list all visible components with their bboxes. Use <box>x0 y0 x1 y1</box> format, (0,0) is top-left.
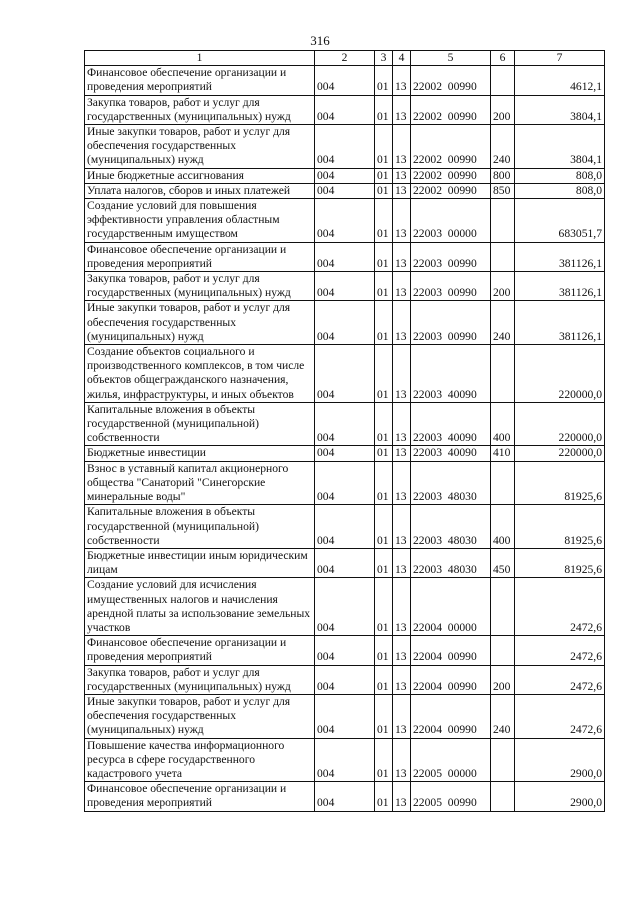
row-name-cell: Иные закупки товаров, работ и услуг для обеспечения государственных (муниципальных) нужд <box>85 694 315 738</box>
table-row <box>85 548 605 577</box>
row-grbs-cell: 004 <box>315 694 375 738</box>
row-expense-type-cell <box>491 199 515 243</box>
row-amount-cell: 683051,7 <box>515 199 605 243</box>
row-target-article-cell: 22003 00990 <box>411 272 491 301</box>
table-row <box>85 183 605 198</box>
table-row <box>85 738 605 782</box>
row-expense-type-cell <box>491 242 515 271</box>
row-grbs-cell: 004 <box>315 665 375 694</box>
row-amount-cell: 4612,1 <box>515 66 605 95</box>
row-subsection-cell: 13 <box>393 95 411 124</box>
row-grbs-cell: 004 <box>315 578 375 636</box>
row-name-cell: Создание условий для исчисления имущественных налогов и начисления арендной платы за использование земельных участков <box>85 578 315 636</box>
row-target-article-cell: 22003 00990 <box>411 301 491 345</box>
table-row <box>85 66 605 95</box>
row-name-cell: Закупка товаров, работ и услуг для государственных (муниципальных) нужд <box>85 665 315 694</box>
row-name-cell: Создание объектов социального и производственного комплексов, в том числе объектов общегражданского назначения, жилья, инфраструктуры, и иных объектов <box>85 345 315 403</box>
row-subsection-cell: 13 <box>393 505 411 549</box>
table-row <box>85 301 605 345</box>
row-expense-type-cell <box>491 636 515 665</box>
row-section-cell: 01 <box>375 402 393 446</box>
row-grbs-cell: 004 <box>315 738 375 782</box>
row-expense-type-cell: 800 <box>491 168 515 183</box>
row-amount-cell: 381126,1 <box>515 242 605 271</box>
row-section-cell: 01 <box>375 461 393 505</box>
row-subsection-cell: 13 <box>393 694 411 738</box>
row-subsection-cell: 13 <box>393 242 411 271</box>
row-section-cell: 01 <box>375 168 393 183</box>
row-name-cell: Повышение качества информационного ресурса в сфере государственного кадастрового учета <box>85 738 315 782</box>
row-name-cell: Закупка товаров, работ и услуг для государственных (муниципальных) нужд <box>85 95 315 124</box>
row-name-cell: Иные закупки товаров, работ и услуг для обеспечения государственных (муниципальных) нужд <box>85 301 315 345</box>
row-amount-cell: 220000,0 <box>515 402 605 446</box>
row-grbs-cell: 004 <box>315 199 375 243</box>
row-subsection-cell: 13 <box>393 665 411 694</box>
row-grbs-cell: 004 <box>315 66 375 95</box>
row-section-cell: 01 <box>375 446 393 461</box>
row-target-article-cell: 22004 00990 <box>411 636 491 665</box>
table-row <box>85 125 605 169</box>
row-name-cell: Финансовое обеспечение организации и проведения мероприятий <box>85 66 315 95</box>
row-section-cell: 01 <box>375 782 393 811</box>
table-row <box>85 636 605 665</box>
header-row <box>85 51 605 66</box>
row-subsection-cell: 13 <box>393 402 411 446</box>
table-row <box>85 446 605 461</box>
row-grbs-cell: 004 <box>315 301 375 345</box>
column-header: 7 <box>515 51 605 66</box>
table-row <box>85 782 605 811</box>
row-amount-cell: 2900,0 <box>515 782 605 811</box>
row-amount-cell: 220000,0 <box>515 446 605 461</box>
row-subsection-cell: 13 <box>393 125 411 169</box>
row-target-article-cell: 22003 48030 <box>411 461 491 505</box>
row-grbs-cell: 004 <box>315 505 375 549</box>
row-target-article-cell: 22002 00990 <box>411 125 491 169</box>
row-grbs-cell: 004 <box>315 461 375 505</box>
column-header: 4 <box>393 51 411 66</box>
row-target-article-cell: 22005 00990 <box>411 782 491 811</box>
row-section-cell: 01 <box>375 272 393 301</box>
row-section-cell: 01 <box>375 345 393 403</box>
table-row <box>85 272 605 301</box>
row-subsection-cell: 13 <box>393 461 411 505</box>
column-header: 6 <box>491 51 515 66</box>
row-section-cell: 01 <box>375 301 393 345</box>
row-section-cell: 01 <box>375 665 393 694</box>
table-row <box>85 402 605 446</box>
row-target-article-cell: 22005 00000 <box>411 738 491 782</box>
page-number: 316 <box>310 33 330 48</box>
row-section-cell: 01 <box>375 199 393 243</box>
row-section-cell: 01 <box>375 738 393 782</box>
row-name-cell: Закупка товаров, работ и услуг для государственных (муниципальных) нужд <box>85 272 315 301</box>
table-row <box>85 345 605 403</box>
row-subsection-cell: 13 <box>393 199 411 243</box>
table-row <box>85 199 605 243</box>
row-amount-cell: 3804,1 <box>515 95 605 124</box>
row-amount-cell: 81925,6 <box>515 505 605 549</box>
row-grbs-cell: 004 <box>315 446 375 461</box>
row-expense-type-cell <box>491 461 515 505</box>
table-row <box>85 95 605 124</box>
row-name-cell: Иные закупки товаров, работ и услуг для обеспечения государственных (муниципальных) нужд <box>85 125 315 169</box>
row-grbs-cell: 004 <box>315 636 375 665</box>
row-target-article-cell: 22002 00990 <box>411 168 491 183</box>
row-amount-cell: 381126,1 <box>515 301 605 345</box>
row-amount-cell: 2900,0 <box>515 738 605 782</box>
row-expense-type-cell <box>491 345 515 403</box>
row-expense-type-cell <box>491 578 515 636</box>
row-section-cell: 01 <box>375 183 393 198</box>
row-amount-cell: 808,0 <box>515 168 605 183</box>
row-amount-cell: 2472,6 <box>515 636 605 665</box>
column-header: 5 <box>411 51 491 66</box>
row-amount-cell: 381126,1 <box>515 272 605 301</box>
row-amount-cell: 81925,6 <box>515 548 605 577</box>
row-name-cell: Бюджетные инвестиции иным юридическим лицам <box>85 548 315 577</box>
row-target-article-cell: 22003 40090 <box>411 402 491 446</box>
row-subsection-cell: 13 <box>393 345 411 403</box>
row-expense-type-cell: 850 <box>491 183 515 198</box>
row-section-cell: 01 <box>375 548 393 577</box>
row-name-cell: Создание условий для повышения эффективности управления областным государственным имуществом <box>85 199 315 243</box>
row-expense-type-cell: 240 <box>491 125 515 169</box>
row-section-cell: 01 <box>375 578 393 636</box>
row-grbs-cell: 004 <box>315 168 375 183</box>
row-expense-type-cell <box>491 782 515 811</box>
row-amount-cell: 3804,1 <box>515 125 605 169</box>
row-section-cell: 01 <box>375 125 393 169</box>
row-target-article-cell: 22003 48030 <box>411 548 491 577</box>
row-grbs-cell: 004 <box>315 242 375 271</box>
row-subsection-cell: 13 <box>393 578 411 636</box>
row-expense-type-cell: 240 <box>491 301 515 345</box>
row-expense-type-cell <box>491 738 515 782</box>
row-name-cell: Финансовое обеспечение организации и проведения мероприятий <box>85 242 315 271</box>
row-target-article-cell: 22003 00000 <box>411 199 491 243</box>
row-section-cell: 01 <box>375 694 393 738</box>
row-subsection-cell: 13 <box>393 782 411 811</box>
table-row <box>85 461 605 505</box>
row-name-cell: Финансовое обеспечение организации и проведения мероприятий <box>85 636 315 665</box>
row-subsection-cell: 13 <box>393 66 411 95</box>
row-subsection-cell: 13 <box>393 168 411 183</box>
row-grbs-cell: 004 <box>315 782 375 811</box>
row-subsection-cell: 13 <box>393 301 411 345</box>
row-target-article-cell: 22003 00990 <box>411 242 491 271</box>
row-expense-type-cell: 240 <box>491 694 515 738</box>
row-name-cell: Иные бюджетные ассигнования <box>85 168 315 183</box>
row-grbs-cell: 004 <box>315 125 375 169</box>
row-target-article-cell: 22002 00990 <box>411 183 491 198</box>
row-section-cell: 01 <box>375 66 393 95</box>
row-target-article-cell: 22003 40090 <box>411 345 491 403</box>
row-section-cell: 01 <box>375 95 393 124</box>
row-name-cell: Капитальные вложения в объекты государственной (муниципальной) собственности <box>85 505 315 549</box>
row-amount-cell: 81925,6 <box>515 461 605 505</box>
row-expense-type-cell: 450 <box>491 548 515 577</box>
row-name-cell: Капитальные вложения в объекты государственной (муниципальной) собственности <box>85 402 315 446</box>
row-name-cell: Бюджетные инвестиции <box>85 446 315 461</box>
table-row <box>85 665 605 694</box>
row-subsection-cell: 13 <box>393 548 411 577</box>
table-row <box>85 168 605 183</box>
row-subsection-cell: 13 <box>393 636 411 665</box>
row-amount-cell: 220000,0 <box>515 345 605 403</box>
table-row <box>85 242 605 271</box>
row-grbs-cell: 004 <box>315 548 375 577</box>
row-section-cell: 01 <box>375 242 393 271</box>
row-expense-type-cell: 410 <box>491 446 515 461</box>
row-grbs-cell: 004 <box>315 183 375 198</box>
row-section-cell: 01 <box>375 636 393 665</box>
row-expense-type-cell: 400 <box>491 402 515 446</box>
table-row <box>85 694 605 738</box>
row-subsection-cell: 13 <box>393 272 411 301</box>
row-expense-type-cell: 200 <box>491 95 515 124</box>
row-grbs-cell: 004 <box>315 345 375 403</box>
row-subsection-cell: 13 <box>393 446 411 461</box>
row-amount-cell: 2472,6 <box>515 665 605 694</box>
column-header: 3 <box>375 51 393 66</box>
row-target-article-cell: 22004 00990 <box>411 665 491 694</box>
row-target-article-cell: 22002 00990 <box>411 95 491 124</box>
row-target-article-cell: 22002 00990 <box>411 66 491 95</box>
row-grbs-cell: 004 <box>315 272 375 301</box>
row-target-article-cell: 22004 00990 <box>411 694 491 738</box>
row-amount-cell: 2472,6 <box>515 578 605 636</box>
row-name-cell: Уплата налогов, сборов и иных платежей <box>85 183 315 198</box>
column-header: 1 <box>85 51 315 66</box>
row-subsection-cell: 13 <box>393 183 411 198</box>
row-target-article-cell: 22003 40090 <box>411 446 491 461</box>
table-row <box>85 578 605 636</box>
row-name-cell: Взнос в уставный капитал акционерного общества "Санаторий "Синегорские минеральные воды" <box>85 461 315 505</box>
row-grbs-cell: 004 <box>315 402 375 446</box>
row-target-article-cell: 22003 48030 <box>411 505 491 549</box>
row-name-cell: Финансовое обеспечение организации и проведения мероприятий <box>85 782 315 811</box>
table-row <box>85 505 605 549</box>
row-expense-type-cell: 400 <box>491 505 515 549</box>
row-expense-type-cell: 200 <box>491 665 515 694</box>
row-amount-cell: 808,0 <box>515 183 605 198</box>
row-grbs-cell: 004 <box>315 95 375 124</box>
row-expense-type-cell: 200 <box>491 272 515 301</box>
row-amount-cell: 2472,6 <box>515 694 605 738</box>
budget-table <box>84 50 605 812</box>
row-target-article-cell: 22004 00000 <box>411 578 491 636</box>
row-expense-type-cell <box>491 66 515 95</box>
row-subsection-cell: 13 <box>393 738 411 782</box>
row-section-cell: 01 <box>375 505 393 549</box>
column-header: 2 <box>315 51 375 66</box>
